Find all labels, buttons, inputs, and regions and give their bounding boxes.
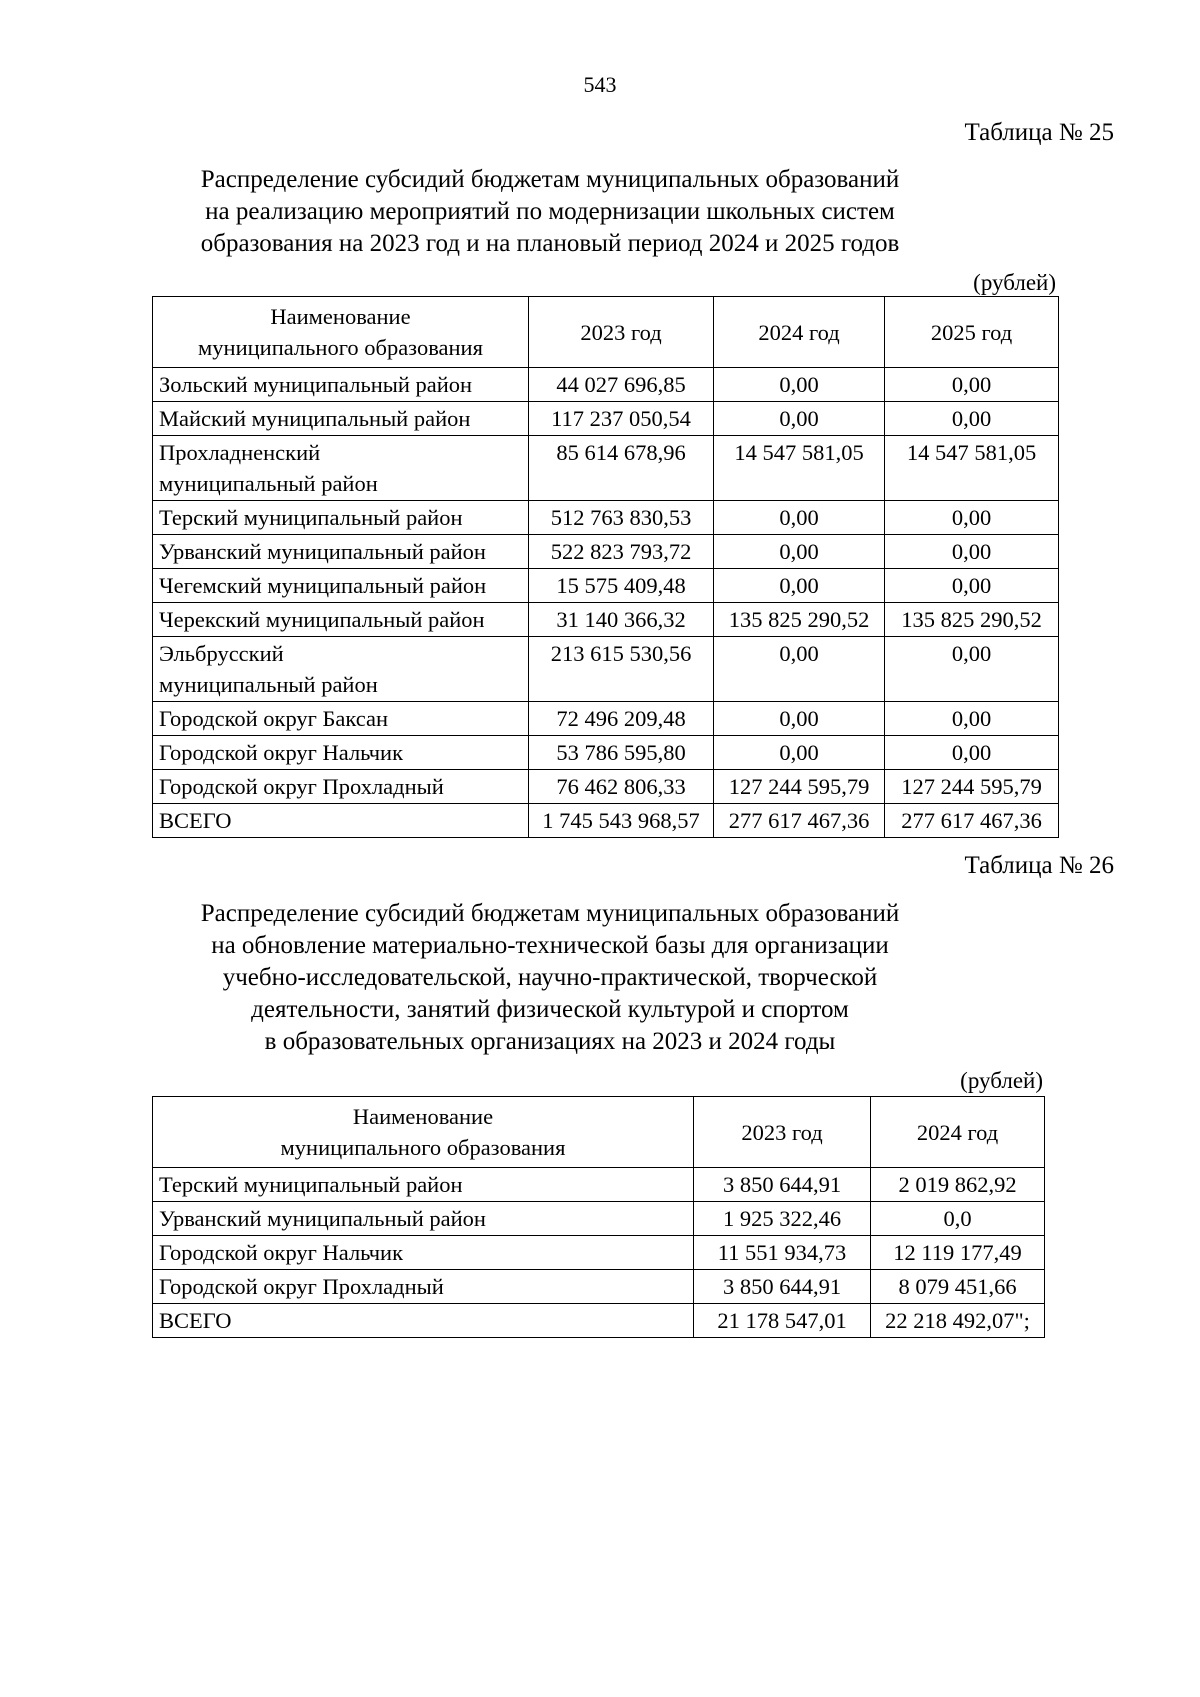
table-row — [153, 603, 1059, 637]
value-cell-2024: 22 218 492,07"; — [871, 1304, 1045, 1338]
table-header-row — [153, 1097, 1045, 1168]
column-header-2025: 2025 год — [885, 297, 1059, 368]
municipality-name-cell: Урванский муниципальный район — [153, 1202, 694, 1236]
value-cell-2025: 0,00 — [885, 702, 1059, 736]
value-cell-2025: 127 244 595,79 — [885, 770, 1059, 804]
value-cell-2023: 72 496 209,48 — [529, 702, 714, 736]
value-cell-2025: 135 825 290,52 — [885, 603, 1059, 637]
table-26-title-line: деятельности, занятий физической культурой и спортом — [251, 996, 849, 1023]
value-cell-2023: 21 178 547,01 — [694, 1304, 871, 1338]
table-row — [153, 368, 1059, 402]
municipality-name-cell: Городской округ Прохладный — [153, 770, 529, 804]
table-26-title-line: Распределение субсидий бюджетам муниципальных образований — [200, 900, 900, 927]
value-cell-2024: 0,00 — [714, 702, 885, 736]
value-cell-2024: 12 119 177,49 — [871, 1236, 1045, 1270]
value-cell-2025: 0,00 — [885, 736, 1059, 770]
value-cell-2023: 117 237 050,54 — [529, 402, 714, 436]
table-row — [153, 1202, 1045, 1236]
table-26-title-line: в образовательных организациях на 2023 и 2024 годы — [264, 1028, 836, 1055]
municipality-name-cell: Черекский муниципальный район — [153, 603, 529, 637]
table-25-units: (рублей) — [973, 270, 1056, 295]
value-cell-2025: 0,00 — [885, 535, 1059, 569]
municipality-name-cell: Терский муниципальный район — [153, 501, 529, 535]
table-25-label: Таблица № 25 — [964, 119, 1114, 146]
municipality-name-cell: Майский муниципальный район — [153, 402, 529, 436]
value-cell-2025: 0,00 — [885, 501, 1059, 535]
municipality-name-cell: Городской округ Нальчик — [153, 736, 529, 770]
value-cell-2023: 11 551 934,73 — [694, 1236, 871, 1270]
table-row — [153, 702, 1059, 736]
table-row — [153, 1168, 1045, 1202]
value-cell-2023: 213 615 530,56 — [529, 637, 714, 702]
page-number: 543 — [583, 72, 617, 97]
municipality-name-cell: ВСЕГО — [153, 1304, 694, 1338]
table-25 — [152, 296, 1059, 838]
value-cell-2023: 3 850 644,91 — [694, 1168, 871, 1202]
value-cell-2023: 3 850 644,91 — [694, 1270, 871, 1304]
municipality-name-cell: Зольский муниципальный район — [153, 368, 529, 402]
municipality-name-cell: Городской округ Прохладный — [153, 1270, 694, 1304]
table-row — [153, 770, 1059, 804]
value-cell-2024: 2 019 862,92 — [871, 1168, 1045, 1202]
value-cell-2023: 44 027 696,85 — [529, 368, 714, 402]
value-cell-2023: 522 823 793,72 — [529, 535, 714, 569]
value-cell-2024: 0,00 — [714, 535, 885, 569]
column-header-2024: 2024 год — [714, 297, 885, 368]
value-cell-2023: 85 614 678,96 — [529, 436, 714, 501]
value-cell-2024: 0,00 — [714, 569, 885, 603]
value-cell-2025: 0,00 — [885, 569, 1059, 603]
value-cell-2023: 76 462 806,33 — [529, 770, 714, 804]
value-cell-2024: 14 547 581,05 — [714, 436, 885, 501]
value-cell-2024: 127 244 595,79 — [714, 770, 885, 804]
table-25-title — [150, 164, 950, 260]
value-cell-2025: 277 617 467,36 — [885, 804, 1059, 838]
table-25-title-line: на реализацию мероприятий по модернизации школьных систем — [205, 198, 895, 225]
table-row — [153, 1236, 1045, 1270]
value-cell-2023: 1 745 543 968,57 — [529, 804, 714, 838]
municipality-name-cell: Эльбрусский муниципальный район — [153, 637, 529, 702]
value-cell-2025: 14 547 581,05 — [885, 436, 1059, 501]
table-26-units: (рублей) — [960, 1068, 1043, 1093]
value-cell-2024: 0,00 — [714, 368, 885, 402]
value-cell-2023: 15 575 409,48 — [529, 569, 714, 603]
value-cell-2024: 0,00 — [714, 501, 885, 535]
table-row — [153, 501, 1059, 535]
table-26-label: Таблица № 26 — [964, 852, 1114, 879]
value-cell-2024: 135 825 290,52 — [714, 603, 885, 637]
table-row — [153, 736, 1059, 770]
column-header-2023: 2023 год — [694, 1097, 871, 1168]
municipality-name-cell: Городской округ Баксан — [153, 702, 529, 736]
column-header-2023: 2023 год — [529, 297, 714, 368]
table-25-title-line: образования на 2023 год и на плановый период 2024 и 2025 годов — [200, 230, 900, 257]
table-row — [153, 436, 1059, 501]
table-row — [153, 804, 1059, 838]
table-row — [153, 569, 1059, 603]
value-cell-2023: 31 140 366,32 — [529, 603, 714, 637]
table-header-row — [153, 297, 1059, 368]
table-25-title-line: Распределение субсидий бюджетам муниципальных образований — [200, 166, 900, 193]
table-26-title-line: учебно-исследовательской, научно-практической, творческой — [222, 964, 878, 991]
column-header-2024: 2024 год — [871, 1097, 1045, 1168]
municipality-name-cell: Чегемский муниципальный район — [153, 569, 529, 603]
municipality-name-cell: ВСЕГО — [153, 804, 529, 838]
value-cell-2024: 0,00 — [714, 402, 885, 436]
table-26 — [152, 1096, 1045, 1338]
value-cell-2024: 0,00 — [714, 637, 885, 702]
municipality-name-cell: Терский муниципальный район — [153, 1168, 694, 1202]
value-cell-2024: 8 079 451,66 — [871, 1270, 1045, 1304]
column-header-name: Наименование муниципального образования — [153, 1097, 694, 1168]
value-cell-2024: 0,0 — [871, 1202, 1045, 1236]
table-row — [153, 1304, 1045, 1338]
table-26-title-line: на обновление материально-технической базы для организации — [211, 932, 889, 959]
value-cell-2025: 0,00 — [885, 402, 1059, 436]
municipality-name-cell: Городской округ Нальчик — [153, 1236, 694, 1270]
table-row — [153, 1270, 1045, 1304]
value-cell-2025: 0,00 — [885, 368, 1059, 402]
municipality-name-cell: Урванский муниципальный район — [153, 535, 529, 569]
value-cell-2023: 53 786 595,80 — [529, 736, 714, 770]
value-cell-2024: 0,00 — [714, 736, 885, 770]
table-row — [153, 402, 1059, 436]
column-header-name: Наименование муниципального образования — [153, 297, 529, 368]
value-cell-2023: 1 925 322,46 — [694, 1202, 871, 1236]
value-cell-2024: 277 617 467,36 — [714, 804, 885, 838]
value-cell-2025: 0,00 — [885, 637, 1059, 702]
value-cell-2023: 512 763 830,53 — [529, 501, 714, 535]
table-row — [153, 637, 1059, 702]
municipality-name-cell: Прохладненский муниципальный район — [153, 436, 529, 501]
table-26-title — [150, 898, 950, 1058]
table-row — [153, 535, 1059, 569]
